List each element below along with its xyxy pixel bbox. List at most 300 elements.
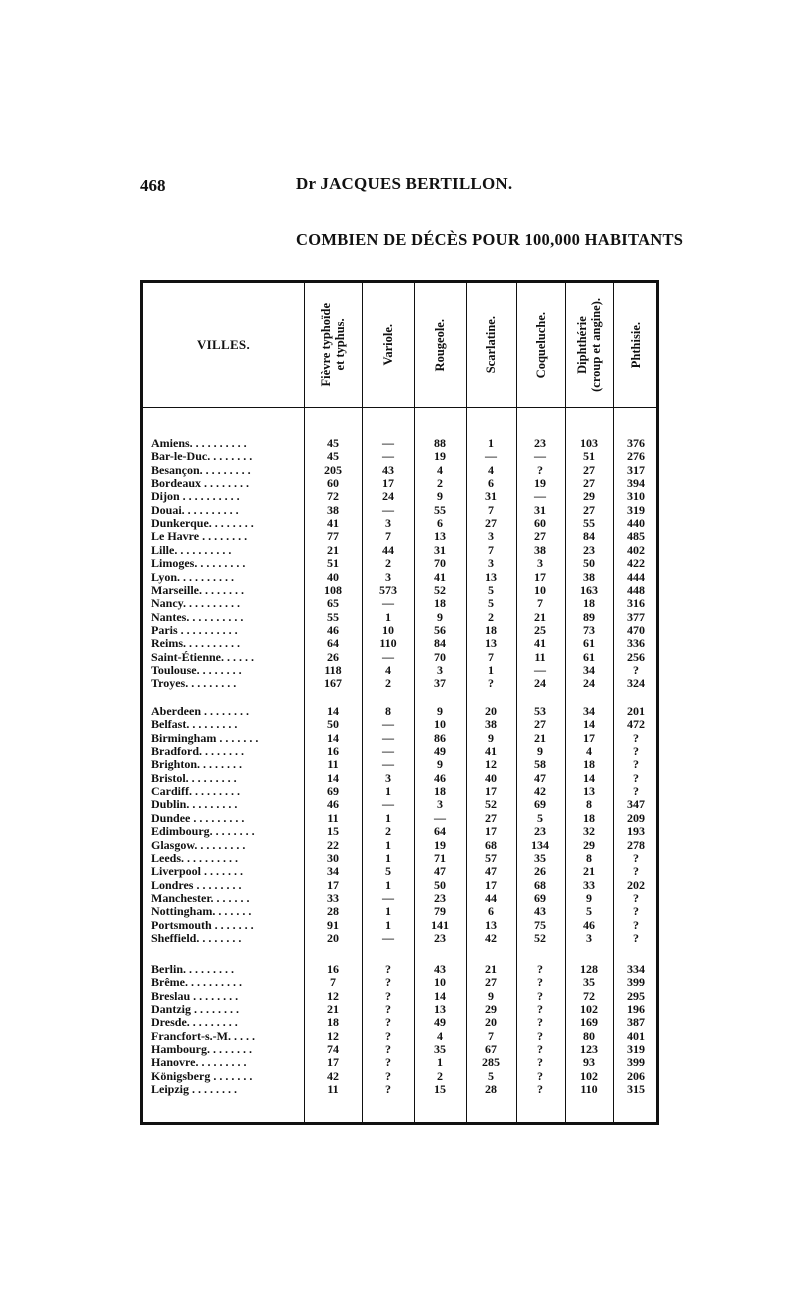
cell-rougeole: 70 <box>434 556 446 571</box>
cell-fievre: 16 <box>327 962 339 976</box>
cell-rougeole: 55 <box>434 502 446 517</box>
table-row <box>143 745 656 758</box>
cell-scarlatine: 7 <box>488 542 494 557</box>
cell-phtisie: 276 <box>627 449 645 464</box>
cell-phtisie: 206 <box>627 1068 645 1083</box>
cell-scarlatine: 27 <box>485 810 497 825</box>
cell-diphtherie: 27 <box>583 462 595 477</box>
cell-phtisie: ? <box>633 730 639 745</box>
cell-fievre: 74 <box>327 1042 339 1057</box>
cell-coqueluche: ? <box>537 1042 543 1057</box>
cell-coqueluche: ? <box>537 1055 543 1070</box>
cell-phtisie: 422 <box>627 556 645 571</box>
cell-rougeole: 9 <box>437 704 443 718</box>
cell-fievre: 46 <box>327 622 339 637</box>
cell-phtisie: 209 <box>627 810 645 825</box>
cell-phtisie: ? <box>633 850 639 865</box>
cell-variole: — <box>382 797 394 812</box>
cell-variole: 10 <box>382 622 394 637</box>
cell-variole: 17 <box>382 476 394 491</box>
cell-coqueluche: 60 <box>534 516 546 531</box>
cell-variole: ? <box>385 988 391 1003</box>
table-row <box>143 865 656 878</box>
cell-variole: — <box>382 502 394 517</box>
cell-coqueluche: 25 <box>534 622 546 637</box>
table-row <box>143 571 656 584</box>
cell-fievre: 51 <box>327 556 339 571</box>
cell-variole: — <box>382 730 394 745</box>
cell-rougeole: 23 <box>434 930 446 945</box>
table-row <box>143 477 656 490</box>
city-name: Breslau . . . . . . . . <box>151 989 239 1003</box>
table-row <box>143 517 656 530</box>
cell-diphtherie: 13 <box>583 784 595 799</box>
cell-coqueluche: 75 <box>534 917 546 932</box>
cell-variole: 1 <box>385 904 391 919</box>
cell-scarlatine: 5 <box>488 582 494 597</box>
city-name: Leipzig . . . . . . . . <box>151 1083 237 1097</box>
cell-variole: 1 <box>385 877 391 892</box>
cell-fievre: 15 <box>327 824 339 839</box>
cell-variole: 1 <box>385 784 391 799</box>
cell-variole: 2 <box>385 824 391 839</box>
cell-rougeole: 86 <box>434 730 446 745</box>
cell-scarlatine: 38 <box>485 717 497 732</box>
header-rougeole: Rougeole. <box>433 318 447 372</box>
cell-rougeole: 2 <box>437 1068 443 1083</box>
cell-variole: ? <box>385 1068 391 1083</box>
table-row <box>143 812 656 825</box>
cell-phtisie: 193 <box>627 824 645 839</box>
cell-fievre: 118 <box>324 662 342 677</box>
cell-variole: 3 <box>385 770 391 785</box>
cell-variole: 3 <box>385 569 391 584</box>
city-name: Berlin. . . . . . . . . <box>151 963 234 976</box>
cell-scarlatine: 7 <box>488 649 494 664</box>
cell-coqueluche: 23 <box>534 824 546 839</box>
cell-scarlatine: 1 <box>488 662 494 677</box>
cell-phtisie: ? <box>633 904 639 919</box>
cell-variole: ? <box>385 1042 391 1057</box>
city-name: Nantes. . . . . . . . . . <box>151 610 244 624</box>
cell-coqueluche: 31 <box>534 502 546 517</box>
cell-rougeole: 84 <box>434 636 446 651</box>
cell-rougeole: 10 <box>434 975 446 990</box>
cell-coqueluche: 21 <box>534 730 546 745</box>
table-row <box>143 852 656 865</box>
cell-scarlatine: 17 <box>485 784 497 799</box>
cell-rougeole: 4 <box>437 462 443 477</box>
cell-rougeole: 23 <box>434 890 446 905</box>
cell-phtisie: 295 <box>627 988 645 1003</box>
cell-rougeole: 4 <box>437 1028 443 1043</box>
cell-phtisie: 256 <box>627 649 645 664</box>
cell-diphtherie: 14 <box>583 770 595 785</box>
header-variole: Variole. <box>381 324 395 366</box>
city-name: Cardiff. . . . . . . . . <box>151 785 240 799</box>
table-row <box>143 839 656 852</box>
header-separator <box>143 407 656 408</box>
cell-scarlatine: 3 <box>488 556 494 571</box>
city-name: Hambourg. . . . . . . . <box>151 1043 253 1057</box>
city-name: Amiens. . . . . . . . . . <box>151 437 247 450</box>
cell-fievre: 55 <box>327 609 339 624</box>
cell-scarlatine: 285 <box>482 1055 500 1070</box>
cell-diphtherie: 4 <box>586 744 592 759</box>
table-row <box>143 798 656 811</box>
cell-phtisie: ? <box>633 784 639 799</box>
cell-phtisie: ? <box>633 930 639 945</box>
cell-diphtherie: 32 <box>583 824 595 839</box>
cell-variole: 573 <box>379 582 397 597</box>
table-row <box>143 504 656 517</box>
cell-variole: ? <box>385 1055 391 1070</box>
cell-fievre: 69 <box>327 784 339 799</box>
cell-rougeole: 1 <box>437 1055 443 1070</box>
cell-rougeole: 43 <box>434 962 446 976</box>
cell-coqueluche: ? <box>537 1015 543 1030</box>
cell-scarlatine: 31 <box>485 489 497 504</box>
cell-variole: — <box>382 449 394 464</box>
cell-diphtherie: 5 <box>586 904 592 919</box>
cell-coqueluche: 7 <box>537 596 543 611</box>
table-row <box>143 611 656 624</box>
cell-variole: 7 <box>385 529 391 544</box>
cell-phtisie: 319 <box>627 502 645 517</box>
cell-scarlatine: 5 <box>488 1068 494 1083</box>
city-name: Toulouse. . . . . . . . <box>151 663 242 677</box>
cell-phtisie: ? <box>633 770 639 785</box>
table-row <box>143 1003 656 1016</box>
cell-phtisie: ? <box>633 744 639 759</box>
table-row <box>143 664 656 677</box>
cell-diphtherie: 8 <box>586 850 592 865</box>
cell-coqueluche: 24 <box>534 676 546 691</box>
cell-diphtherie: 17 <box>583 730 595 745</box>
city-name: Brême. . . . . . . . . . <box>151 976 242 990</box>
city-name: Hanovre. . . . . . . . . <box>151 1056 247 1070</box>
header-fievre: Fièvre typhoïde et typhus. <box>319 303 347 387</box>
header-coqueluche: Coqueluche. <box>533 311 548 379</box>
cell-phtisie: 444 <box>627 569 645 584</box>
cell-fievre: 16 <box>327 744 339 759</box>
cell-variole: 110 <box>379 636 397 651</box>
table-row <box>143 963 656 976</box>
cell-fievre: 11 <box>327 810 339 825</box>
city-name: Lyon. . . . . . . . . . <box>151 570 235 584</box>
cell-fievre: 11 <box>327 1082 339 1097</box>
cell-diphtherie: 27 <box>583 476 595 491</box>
cell-fievre: 21 <box>327 1002 339 1017</box>
cell-rougeole: 88 <box>434 436 446 450</box>
cell-fievre: 45 <box>327 449 339 464</box>
city-name: Dantzig . . . . . . . . <box>151 1003 239 1017</box>
cell-rougeole: 9 <box>437 609 443 624</box>
cell-variole: — <box>382 744 394 759</box>
cell-rougeole: 3 <box>437 662 443 677</box>
cell-coqueluche: 68 <box>534 877 546 892</box>
cell-diphtherie: 23 <box>583 542 595 557</box>
cell-phtisie: 377 <box>627 609 645 624</box>
cell-phtisie: ? <box>633 890 639 905</box>
cell-scarlatine: 27 <box>485 975 497 990</box>
table-row <box>143 1056 656 1069</box>
cell-diphtherie: 21 <box>583 864 595 879</box>
cell-scarlatine: 40 <box>485 770 497 785</box>
cell-scarlatine: 12 <box>485 757 497 772</box>
cell-fievre: 12 <box>327 1028 339 1043</box>
city-name: Londres . . . . . . . . <box>151 878 242 892</box>
cell-phtisie: 402 <box>627 542 645 557</box>
cell-rougeole: 10 <box>434 717 446 732</box>
cell-variole: 1 <box>385 837 391 852</box>
cell-scarlatine: 21 <box>485 962 497 976</box>
cell-phtisie: ? <box>633 757 639 772</box>
cell-rougeole: 49 <box>434 1015 446 1030</box>
cell-phtisie: 202 <box>627 877 645 892</box>
cell-diphtherie: 110 <box>580 1082 598 1097</box>
cell-rougeole: — <box>434 810 446 825</box>
cell-coqueluche: 10 <box>534 582 546 597</box>
cell-scarlatine: 18 <box>485 622 497 637</box>
cell-fievre: 64 <box>327 636 339 651</box>
cell-coqueluche: 43 <box>534 904 546 919</box>
table-row <box>143 544 656 557</box>
cell-variole: ? <box>385 1028 391 1043</box>
cell-rougeole: 37 <box>434 676 446 691</box>
cell-scarlatine: 68 <box>485 837 497 852</box>
cell-fievre: 46 <box>327 797 339 812</box>
table-row <box>143 905 656 918</box>
cell-variole: 2 <box>385 556 391 571</box>
cell-phtisie: 376 <box>627 436 645 450</box>
city-name: Brighton. . . . . . . . <box>151 758 243 772</box>
cell-phtisie: 334 <box>627 962 645 976</box>
table-row <box>143 437 656 450</box>
table-row <box>143 597 656 610</box>
cell-phtisie: 201 <box>627 704 645 718</box>
cell-variole: ? <box>385 962 391 976</box>
cell-phtisie: 472 <box>627 717 645 732</box>
cell-scarlatine: 27 <box>485 516 497 531</box>
table-row <box>143 530 656 543</box>
cell-coqueluche: 35 <box>534 850 546 865</box>
cell-variole: — <box>382 757 394 772</box>
cell-scarlatine: 28 <box>485 1082 497 1097</box>
cell-phtisie: 196 <box>627 1002 645 1017</box>
cell-diphtherie: 72 <box>583 988 595 1003</box>
cell-diphtherie: 18 <box>583 596 595 611</box>
cell-scarlatine: 29 <box>485 1002 497 1017</box>
cell-fievre: 38 <box>327 502 339 517</box>
cell-coqueluche: ? <box>537 1082 543 1097</box>
cell-diphtherie: 38 <box>583 569 595 584</box>
cell-coqueluche: 11 <box>534 649 546 664</box>
cell-coqueluche: 5 <box>537 810 543 825</box>
city-name: Leeds. . . . . . . . . . <box>151 851 238 865</box>
cell-rougeole: 13 <box>434 529 446 544</box>
city-name: Bar-le-Duc. . . . . . . . <box>151 450 253 464</box>
cell-rougeole: 70 <box>434 649 446 664</box>
cell-coqueluche: 21 <box>534 609 546 624</box>
cell-fievre: 77 <box>327 529 339 544</box>
cell-scarlatine: 20 <box>485 704 497 718</box>
cell-variole: 44 <box>382 542 394 557</box>
cell-phtisie: ? <box>633 864 639 879</box>
cell-diphtherie: 51 <box>583 449 595 464</box>
cell-diphtherie: 3 <box>586 930 592 945</box>
cell-scarlatine: 6 <box>488 904 494 919</box>
cell-rougeole: 41 <box>434 569 446 584</box>
cell-rougeole: 79 <box>434 904 446 919</box>
cell-scarlatine: 1 <box>488 436 494 450</box>
cell-variole: 8 <box>385 704 391 718</box>
cell-fievre: 167 <box>324 676 342 691</box>
cell-rougeole: 19 <box>434 449 446 464</box>
cell-diphtherie: 35 <box>583 975 595 990</box>
cell-diphtherie: 163 <box>580 582 598 597</box>
cell-diphtherie: 18 <box>583 757 595 772</box>
cell-diphtherie: 50 <box>583 556 595 571</box>
cell-fievre: 14 <box>327 704 339 718</box>
cell-fievre: 14 <box>327 730 339 745</box>
cell-fievre: 17 <box>327 877 339 892</box>
cell-scarlatine: 3 <box>488 529 494 544</box>
cell-variole: ? <box>385 975 391 990</box>
city-name: Sheffield. . . . . . . . <box>151 931 242 945</box>
cell-phtisie: 316 <box>627 596 645 611</box>
cell-phtisie: 448 <box>627 582 645 597</box>
table-caption: COMBIEN DE DÉCÈS POUR 100,000 HABITANTS <box>296 230 684 249</box>
cell-fievre: 17 <box>327 1055 339 1070</box>
cell-scarlatine: 5 <box>488 596 494 611</box>
cell-diphtherie: 73 <box>583 622 595 637</box>
city-name: Lille. . . . . . . . . . <box>151 543 232 557</box>
cell-variole: ? <box>385 1002 391 1017</box>
cell-scarlatine: 67 <box>485 1042 497 1057</box>
cell-fievre: 21 <box>327 542 339 557</box>
cell-coqueluche: ? <box>537 1068 543 1083</box>
cell-variole: ? <box>385 1015 391 1030</box>
city-name: Dunkerque. . . . . . . . <box>151 517 254 531</box>
cell-fievre: 12 <box>327 988 339 1003</box>
table-row <box>143 718 656 731</box>
cell-coqueluche: 19 <box>534 476 546 491</box>
table-row <box>143 584 656 597</box>
cell-fievre: 33 <box>327 890 339 905</box>
cell-fievre: 22 <box>327 837 339 852</box>
cell-phtisie: 440 <box>627 516 645 531</box>
city-name: Bradford. . . . . . . . <box>151 745 244 759</box>
cell-rougeole: 9 <box>437 489 443 504</box>
cell-phtisie: 347 <box>627 797 645 812</box>
city-name: Nottingham. . . . . . . <box>151 905 252 919</box>
cell-fievre: 91 <box>327 917 339 932</box>
cell-fievre: 11 <box>327 757 339 772</box>
cell-diphtherie: 61 <box>583 636 595 651</box>
city-name: Limoges. . . . . . . . . <box>151 557 246 571</box>
cell-diphtherie: 34 <box>583 662 595 677</box>
cell-variole: 2 <box>385 676 391 691</box>
cell-coqueluche: — <box>534 662 546 677</box>
cell-coqueluche: 134 <box>531 837 549 852</box>
cell-coqueluche: 38 <box>534 542 546 557</box>
cell-fievre: 65 <box>327 596 339 611</box>
cell-diphtherie: 24 <box>583 676 595 691</box>
cell-rougeole: 71 <box>434 850 446 865</box>
cell-rougeole: 52 <box>434 582 446 597</box>
cell-fievre: 14 <box>327 770 339 785</box>
cell-variole: 1 <box>385 810 391 825</box>
city-name: Aberdeen . . . . . . . . <box>151 705 249 718</box>
cell-coqueluche: — <box>534 449 546 464</box>
city-name: Dresde. . . . . . . . . <box>151 1016 238 1030</box>
cell-fievre: 45 <box>327 436 339 450</box>
cell-fievre: 28 <box>327 904 339 919</box>
cell-diphtherie: 8 <box>586 797 592 812</box>
cell-scarlatine: 6 <box>488 476 494 491</box>
table-row <box>143 1030 656 1043</box>
cell-fievre: 41 <box>327 516 339 531</box>
table-row <box>143 758 656 771</box>
page-number: 468 <box>140 176 166 195</box>
cell-scarlatine: 2 <box>488 609 494 624</box>
cell-diphtherie: 27 <box>583 502 595 517</box>
cell-variole: ? <box>385 1082 391 1097</box>
table-row <box>143 1016 656 1029</box>
cell-variole: — <box>382 436 394 450</box>
cell-coqueluche: 69 <box>534 797 546 812</box>
table-row <box>143 976 656 989</box>
city-name: Dublin. . . . . . . . . <box>151 798 238 812</box>
cell-diphtherie: 102 <box>580 1002 598 1017</box>
table-row <box>143 825 656 838</box>
table-row <box>143 677 656 690</box>
header-scarlatine: Scarlatine. <box>484 316 498 374</box>
cell-scarlatine: 13 <box>485 917 497 932</box>
cell-rougeole: 13 <box>434 1002 446 1017</box>
cell-scarlatine: 47 <box>485 864 497 879</box>
cell-variole: — <box>382 649 394 664</box>
cell-diphtherie: 169 <box>580 1015 598 1030</box>
cell-phtisie: 387 <box>627 1015 645 1030</box>
cell-variole: — <box>382 930 394 945</box>
cell-diphtherie: 61 <box>583 649 595 664</box>
cell-scarlatine: — <box>485 449 497 464</box>
cell-scarlatine: 57 <box>485 850 497 865</box>
cell-coqueluche: 52 <box>534 930 546 945</box>
city-name: Reims. . . . . . . . . . <box>151 637 240 651</box>
table-row <box>143 785 656 798</box>
cell-coqueluche: 41 <box>534 636 546 651</box>
cell-coqueluche: 27 <box>534 529 546 544</box>
cell-phtisie: 399 <box>627 1055 645 1070</box>
cell-phtisie: 315 <box>627 1082 645 1097</box>
city-name: Manchester. . . . . . . <box>151 891 250 905</box>
table-row <box>143 1070 656 1083</box>
cell-rougeole: 47 <box>434 864 446 879</box>
cell-fievre: 18 <box>327 1015 339 1030</box>
cell-phtisie: 324 <box>627 676 645 691</box>
cell-fievre: 42 <box>327 1068 339 1083</box>
city-name: Birmingham . . . . . . . <box>151 731 259 745</box>
cell-scarlatine: 52 <box>485 797 497 812</box>
cell-coqueluche: ? <box>537 1002 543 1017</box>
city-name: Liverpool . . . . . . . <box>151 865 243 879</box>
cell-coqueluche: 9 <box>537 744 543 759</box>
cell-rougeole: 49 <box>434 744 446 759</box>
cell-phtisie: 401 <box>627 1028 645 1043</box>
